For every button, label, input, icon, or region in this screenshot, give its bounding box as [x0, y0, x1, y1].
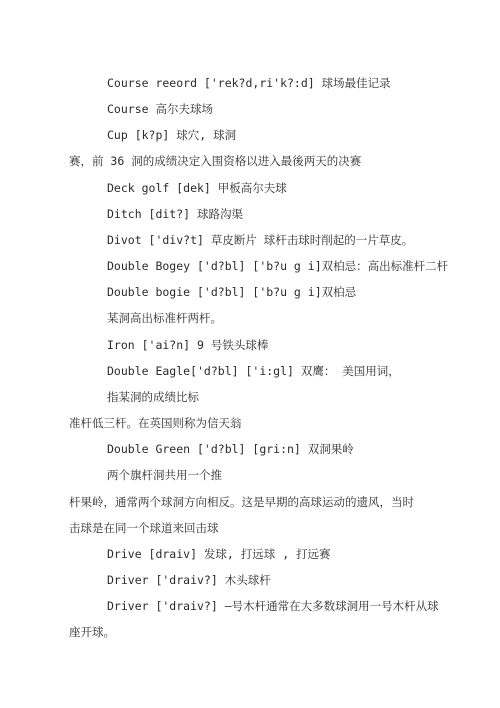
text-line-ditch: Ditch [dit?] 球路沟渠 [107, 207, 244, 221]
text-line-iron: Iron ['ai?n] 9 号铁头球棒 [107, 338, 269, 352]
text-line-double-green: Double Green ['d?bl] [gri:n] 双洞果岭 [107, 442, 354, 456]
text-line-two-over-par: 某洞高出标准杆两杆。 [107, 311, 222, 325]
text-line-albatross: 准杆低三杆。在英国则称为信天翁 [69, 416, 242, 430]
text-line-divot: Divot ['div?t] 草皮断片 球杆击球时削起的一片草皮。 [107, 233, 414, 247]
text-line-course-record: Course reeord ['rek?d,ri'k?:d] 球场最佳记录 [107, 76, 391, 90]
text-line-cup: Cup [k?p] 球穴, 球洞 [107, 128, 237, 142]
text-line-same-fairway: 击球是在同一个球道来回击球 [69, 521, 219, 535]
text-line-final-rounds: 赛，前 36 洞的成绩决定入围资格以进入最後两天的决赛 [69, 154, 362, 168]
text-line-tee-off: 座开球。 [69, 625, 115, 639]
text-line-shared-green: 两个旗杆洞共用一个推 [107, 468, 222, 482]
text-line-course: Course 高尔夫球场 [107, 102, 213, 116]
text-line-drive: Drive [draiv] 发球, 打远球 , 打远赛 [107, 547, 331, 561]
text-line-double-bogey: Double Bogey ['d?bl] ['b?u g i]双柏忌：高出标准杆二杆 [107, 259, 449, 273]
text-line-double-eagle: Double Eagle['d?bl] ['i:gl] 双鹰： 美国用词， [107, 364, 400, 378]
text-line-deck-golf: Deck golf [dek] 甲板高尔夫球 [107, 181, 287, 195]
text-line-eagle-definition: 指某洞的成绩比标 [107, 390, 199, 404]
text-line-double-bogie: Double bogie ['d?bl] ['b?u g i]双柏忌 [107, 285, 357, 299]
text-line-green-history: 杆果岭，通常两个球洞方向相反。这是早期的高球运动的遗风，当时 [69, 495, 414, 509]
text-line-driver-usage: Driver ['draiv?] —号木杆通常在大多数球洞用一号木杆从球 [107, 599, 439, 613]
text-line-driver: Driver ['draiv?] 木头球杆 [107, 573, 271, 587]
